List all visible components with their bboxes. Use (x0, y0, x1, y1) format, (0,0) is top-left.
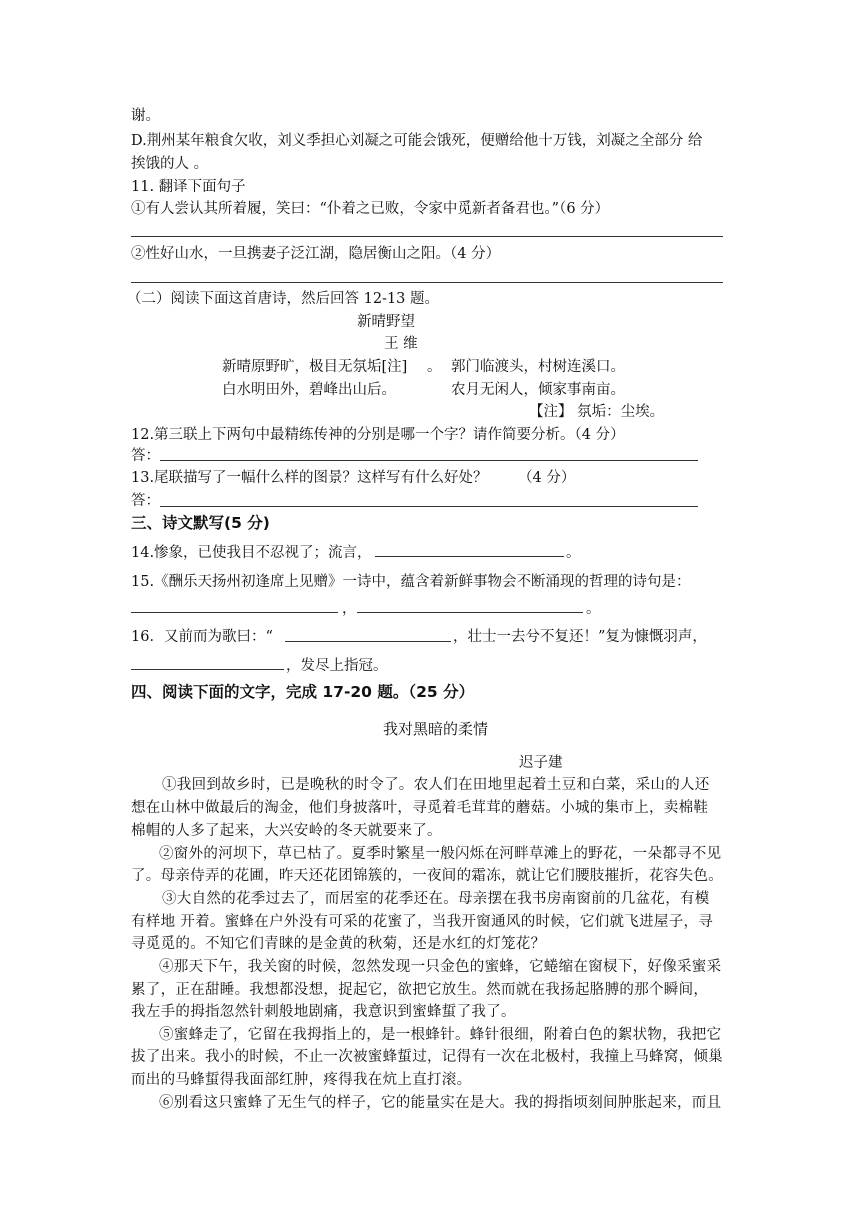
fill-blank-line (375, 556, 564, 557)
q11-sentence-1: ①有人尝认其所着履，笑曰：“仆着之已败，令家中觅新者备君也。”（6 分） (131, 201, 610, 217)
article-title: 我对黑暗的柔情 (383, 720, 489, 738)
article-line: 拔了出来。我小的时候，不止一次被蜜蜂蜇过，记得有一次在北极村，我撞上马蜂窝，倾巢 (131, 1049, 723, 1065)
q12-question: 12.第三联上下两句中最精练传神的分别是哪一个字？请作简要分析。（4 分） (131, 427, 625, 443)
q11-title: 11. 翻译下面句子 (131, 179, 246, 195)
fill-blank-line (285, 641, 451, 642)
article-line: 有样地 开着。蜜蜂在户外没有可采的花蜜了，当我开窗通风的时候，它们就飞进屋子，寻 (131, 914, 714, 930)
article-line: 了。母亲侍弄的花圃，昨天还花团锦簇的，一夜间的霜冻，就让它们腰肢摧折，花容失色。 (131, 868, 723, 884)
q12-answer-label: 答： (131, 448, 160, 464)
fill-blank-line (131, 669, 284, 670)
q15-question: 15.《酬乐天扬州初逢席上见赠》一诗中，蕴含着新鲜事物会不断涌现的哲理的诗句是： (131, 574, 691, 590)
poem-line-1c: 郭门临渡头，村树连溪口。 (451, 359, 625, 375)
article-line: ④那天下午，我关窗的时候，忽然发现一只金色的蜜蜂，它蜷缩在窗棂下，好像采蜜采 (159, 959, 722, 975)
q16-mid: ，壮士一去兮不复还！”复为慷慨羽声， (453, 629, 707, 645)
q13-question: 13.尾联描写了一幅什么样的图景？这样写有什么好处？ (131, 470, 488, 486)
article-line: ②窗外的河坝下，草已枯了。夏季时繁星一般闪烁在河畔草滩上的野花，一朵都寻不见 (159, 846, 722, 862)
q15-comma: ， (342, 601, 357, 617)
q14-question: 14.惨象，已使我目不忍视了；流言， (131, 545, 372, 561)
article-line: ①我回到故乡时，已是晚秋的时令了。农人们在田地里起着土豆和白菜，采山的人还 (162, 777, 710, 793)
poem-line-1a: 新晴原野旷，极目无氛垢[注] (222, 359, 408, 375)
article-line: ⑥别看这只蜜蜂了无生气的样子，它的能量实在是大。我的拇指顷刻间肿胀起来，而且 (159, 1095, 722, 1111)
article-author: 迟子建 (519, 755, 563, 771)
answer-line (131, 282, 723, 283)
article-line: 棉帽的人多了起来，大兴安岭的冬天就要来了。 (131, 823, 442, 839)
article-line: 累了，正在甜睡。我想都没想，捉起它，欲把它放生。然而就在我扬起胳膊的那个瞬间， (131, 982, 709, 998)
q10-option-d-cont: 挨饿的人 。 (131, 156, 209, 172)
q10-option-d: D.荆州某年粮食欠收，刘义季担心刘凝之可能会饿死，便赠给他十万钱，刘凝之全部分 给 (131, 133, 703, 149)
answer-line (131, 236, 723, 237)
fill-blank-line (357, 612, 583, 613)
q13-answer-label: 答： (131, 493, 160, 509)
q14-end: 。 (566, 545, 581, 561)
q15-end: 。 (586, 601, 601, 617)
article-line: 而出的马蜂蜇得我面部红肿，疼得我在炕上直打滚。 (131, 1072, 472, 1088)
q16-question: 16．又前而为歌曰：“ (131, 629, 273, 645)
q16-end: ，发尽上指冠。 (286, 658, 388, 674)
article-line: 想在山林中做最后的淘金，他们身披落叶，寻觅着毛茸茸的蘑菇。小城的集市上，卖棉鞋 (131, 800, 709, 816)
poem-title: 新晴野望 (357, 314, 415, 330)
poem-line-2a: 白水明田外，碧峰出山后。 (222, 382, 396, 398)
answer-line (160, 460, 698, 461)
article-line: 寻觅觅的。不知它们青睐的是金黄的秋菊，还是水红的灯笼花？ (131, 936, 546, 952)
poem-section-intro: （二）阅读下面这首唐诗，然后回答 12-13 题。 (127, 291, 440, 307)
q11-sentence-2: ②性好山水，一旦携妻子泛江湖，隐居衡山之阳。（4 分） (131, 246, 501, 262)
section-4-heading: 四、阅读下面的文字，完成 17-20 题。（25 分） (131, 683, 475, 701)
section-3-heading: 三、诗文默写(5 分) (131, 514, 270, 532)
article-line: 我左手的拇指忽然针刺般地剧痛，我意识到蜜蜂蜇了我了。 (131, 1004, 516, 1020)
article-line: ⑤蜜蜂走了，它留在我拇指上的，是一根蜂针。蜂针很细，附着白色的絮状物，我把它 (159, 1027, 722, 1043)
poem-note: 【注】 氛垢：尘埃。 (529, 404, 665, 420)
poem-author: 王 维 (384, 336, 418, 352)
poem-line-2b: 农月无闲人，倾家事南亩。 (451, 382, 625, 398)
article-line: ③大自然的花季过去了，而居室的花季还在。母亲摆在我书房南窗前的几盆花，有模 (162, 891, 710, 907)
poem-line-1-punct: 。 (427, 359, 442, 375)
q13-score: （4 分） (518, 470, 576, 486)
fill-blank-line (131, 612, 338, 613)
q10-continuation: 谢。 (131, 108, 160, 124)
answer-line (160, 506, 698, 507)
